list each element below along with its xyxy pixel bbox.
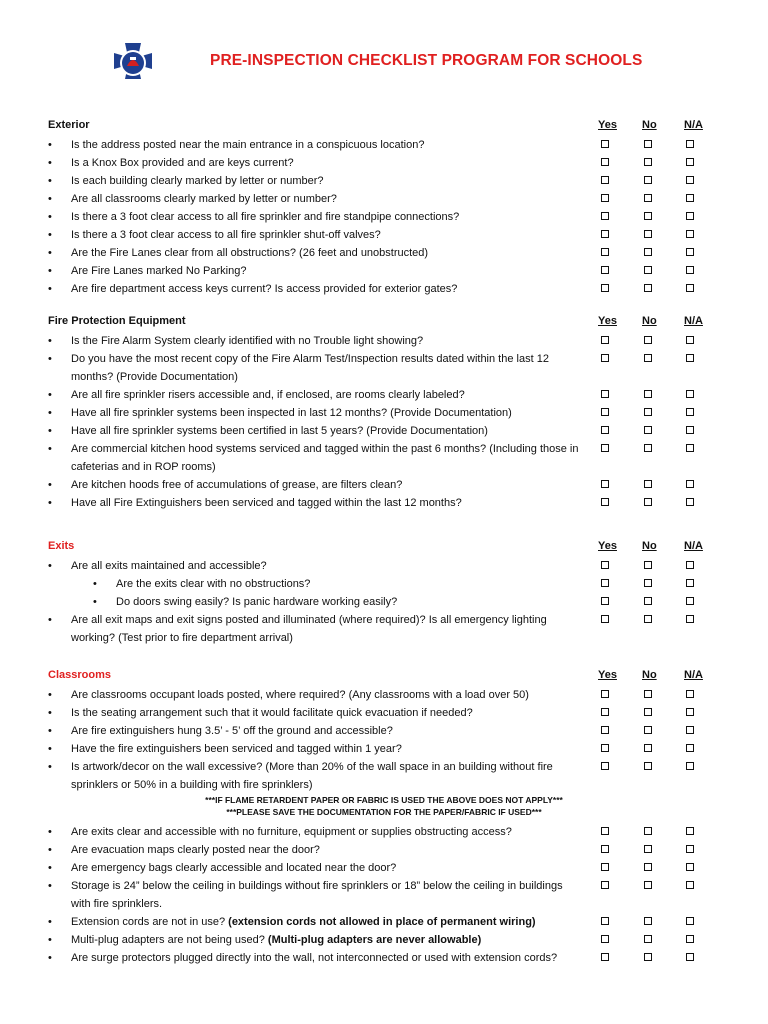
section-header [0,538,768,557]
list-item: • Multi-plug adapters are not being used? (Multi-plug adapters are never allowable) [0,931,768,949]
checkbox-na[interactable] [686,266,694,274]
list-item: • Are all exits maintained and accessible? [0,557,768,575]
page-title: PRE-INSPECTION CHECKLIST PROGRAM FOR SCHOOLS [210,52,643,69]
section-header [0,117,768,136]
checkbox-no[interactable] [644,248,652,256]
checkbox-no[interactable] [644,140,652,148]
checkbox-no[interactable] [644,408,652,416]
checkbox-no[interactable] [644,690,652,698]
checkbox-no[interactable] [644,845,652,853]
checkbox-no[interactable] [644,579,652,587]
list-item: • Have all Fire Extinguishers been serviced and tagged within the last 12 months? [0,494,768,512]
checkbox-no[interactable] [644,597,652,605]
checkbox-yes[interactable] [601,863,609,871]
checkbox-no[interactable] [644,726,652,734]
checkbox-no[interactable] [644,480,652,488]
section-exterior [0,117,768,298]
checkbox-yes[interactable] [601,917,609,925]
checkbox-yes[interactable] [601,762,609,770]
checkbox-no[interactable] [644,390,652,398]
checkbox-yes[interactable] [601,266,609,274]
section-exits [0,538,768,647]
col-yes: Yes [598,119,617,131]
checkbox-yes[interactable] [601,194,609,202]
checkbox-no[interactable] [644,354,652,362]
col-no: No [642,119,657,131]
checkbox-na[interactable] [686,212,694,220]
checkbox-na[interactable] [686,917,694,925]
list-item: • Are emergency bags clearly accessible and located near the door? [0,859,768,877]
col-no: No [642,315,657,327]
list-item: • Are fire department access keys current? Is access provided for exterior gates? [0,280,768,298]
list-item: • Are Fire Lanes marked No Parking? [0,262,768,280]
checkbox-na[interactable] [686,354,694,362]
checkbox-na[interactable] [686,579,694,587]
checkbox-yes[interactable] [601,881,609,889]
checkbox-yes[interactable] [601,726,609,734]
list-item: • Is a Knox Box provided and are keys current? [0,154,768,172]
section-title: Fire Protection Equipment [48,315,186,327]
checkbox-yes[interactable] [601,390,609,398]
list-item: • Are the Fire Lanes clear from all obstructions? (26 feet and unobstructed) [0,244,768,262]
list-item: • Are all fire sprinkler risers accessible and, if enclosed, are rooms clearly labeled? [0,386,768,404]
checkbox-na[interactable] [686,597,694,605]
col-na: N/A [684,315,703,327]
list-item: • Are all classrooms clearly marked by letter or number? [0,190,768,208]
list-item: • Is the seating arrangement such that it would facilitate quick evacuation if needed? [0,704,768,722]
checkbox-no[interactable] [644,708,652,716]
checkbox-no[interactable] [644,444,652,452]
checkbox-na[interactable] [686,845,694,853]
section-classrooms [0,667,768,967]
note-flame-retardant: ***IF FLAME RETARDENT PAPER OR FABRIC IS USED THE ABOVE DOES NOT APPLY*** [205,795,563,805]
checkbox-no[interactable] [644,615,652,623]
checkbox-na[interactable] [686,827,694,835]
col-yes: Yes [598,540,617,552]
section-title: Exits [48,540,75,552]
section-title: Classrooms [48,669,111,681]
checkbox-no[interactable] [644,762,652,770]
checkbox-na[interactable] [686,408,694,416]
col-na: N/A [684,540,703,552]
list-item: • Are kitchen hoods free of accumulations of grease, are filters clean? [0,476,768,494]
checkbox-na[interactable] [686,426,694,434]
checkbox-yes[interactable] [601,615,609,623]
checkbox-yes[interactable] [601,827,609,835]
checkbox-yes[interactable] [601,935,609,943]
checkbox-yes[interactable] [601,708,609,716]
checkbox-no[interactable] [644,827,652,835]
checkbox-yes[interactable] [601,212,609,220]
checkbox-yes[interactable] [601,426,609,434]
checkbox-yes[interactable] [601,284,609,292]
checkbox-na[interactable] [686,158,694,166]
checkbox-no[interactable] [644,176,652,184]
col-na: N/A [684,669,703,681]
list-item: • Is the Fire Alarm System clearly identified with no Trouble light showing? [0,332,768,350]
checkbox-yes[interactable] [601,579,609,587]
checkbox-yes[interactable] [601,845,609,853]
checkbox-na[interactable] [686,498,694,506]
checkbox-yes[interactable] [601,597,609,605]
list-item: • Are classrooms occupant loads posted, where required? (Any classrooms with a load over 50) [0,686,768,704]
checkbox-no[interactable] [644,935,652,943]
checkbox-no[interactable] [644,212,652,220]
checkbox-na[interactable] [686,935,694,943]
list-item: • Are exits clear and accessible with no furniture, equipment or supplies obstructing access? [0,823,768,841]
checkbox-no[interactable] [644,744,652,752]
checkbox-na[interactable] [686,336,694,344]
checkbox-yes[interactable] [601,336,609,344]
checkbox-yes[interactable] [601,444,609,452]
checkbox-na[interactable] [686,230,694,238]
list-item: • Is there a 3 foot clear access to all fire sprinkler shut-off valves? [0,226,768,244]
checkbox-no[interactable] [644,336,652,344]
checkbox-no[interactable] [644,863,652,871]
checkbox-na[interactable] [686,762,694,770]
col-na: N/A [684,119,703,131]
checkbox-na[interactable] [686,690,694,698]
checkbox-yes[interactable] [601,230,609,238]
checkbox-no[interactable] [644,498,652,506]
list-item: • Is artwork/decor on the wall excessive? (More than 20% of the wall space in an building without fire sprinklers or 50% in a building with fire sprinklers) [0,758,768,794]
list-item: • Are surge protectors plugged directly into the wall, not interconnected or used with extension cords? [0,949,768,967]
note-save-documentation: ***PLEASE SAVE THE DOCUMENTATION FOR THE PAPER/FABRIC IF USED*** [226,807,542,817]
checkbox-na[interactable] [686,744,694,752]
list-item: • Have all fire sprinkler systems been inspected in last 12 months? (Provide Documentation) [0,404,768,422]
checkbox-yes[interactable] [601,176,609,184]
checkbox-no[interactable] [644,266,652,274]
list-item: • Are fire extinguishers hung 3.5’ - 5’ off the ground and accessible? [0,722,768,740]
checkbox-yes[interactable] [601,953,609,961]
list-item: • Have the fire extinguishers been serviced and tagged within 1 year? [0,740,768,758]
checkbox-na[interactable] [686,140,694,148]
checkbox-no[interactable] [644,953,652,961]
list-item: • Storage is 24” below the ceiling in buildings without fire sprinklers or 18” below the ceiling in buildings with fire sprinklers. [0,877,768,913]
list-item: • Do doors swing easily? Is panic hardware working easily? [0,593,768,611]
section-header [0,667,768,686]
list-item: • Is each building clearly marked by letter or number? [0,172,768,190]
list-item: • Are all exit maps and exit signs posted and illuminated (where required)? Is all emergency lighting working? (Test prior to fire department arrival) [0,611,768,647]
checkbox-no[interactable] [644,158,652,166]
checkbox-no[interactable] [644,284,652,292]
checkbox-yes[interactable] [601,744,609,752]
fire-department-logo-icon [104,33,162,93]
checkbox-yes[interactable] [601,354,609,362]
checkbox-na[interactable] [686,615,694,623]
list-item: • Do you have the most recent copy of the Fire Alarm Test/Inspection results dated within the last 12 months? (Provide Documentation) [0,350,768,386]
list-item: • Are evacuation maps clearly posted near the door? [0,841,768,859]
checkbox-yes[interactable] [601,561,609,569]
checkbox-yes[interactable] [601,158,609,166]
list-item: • Have all fire sprinkler systems been certified in last 5 years? (Provide Documentation) [0,422,768,440]
checkbox-na[interactable] [686,194,694,202]
checkbox-no[interactable] [644,561,652,569]
checkbox-na[interactable] [686,863,694,871]
checkbox-na[interactable] [686,881,694,889]
section-title: Exterior [48,119,90,131]
section-fire-protection [0,313,768,512]
checkbox-yes[interactable] [601,690,609,698]
checkbox-yes[interactable] [601,140,609,148]
checkbox-na[interactable] [686,444,694,452]
col-yes: Yes [598,315,617,327]
checkbox-na[interactable] [686,284,694,292]
list-item: • Are commercial kitchen hood systems serviced and tagged within the past 6 months? (Including those in cafeterias and in ROP rooms) [0,440,768,476]
col-no: No [642,669,657,681]
checkbox-na[interactable] [686,248,694,256]
list-item: • Extension cords are not in use? (extension cords not allowed in place of permanent wiring) [0,913,768,931]
checkbox-na[interactable] [686,953,694,961]
checkbox-yes[interactable] [601,408,609,416]
checkbox-na[interactable] [686,390,694,398]
checkbox-na[interactable] [686,726,694,734]
checkbox-yes[interactable] [601,480,609,488]
checkbox-yes[interactable] [601,498,609,506]
checkbox-no[interactable] [644,426,652,434]
list-item: • Is the address posted near the main entrance in a conspicuous location? [0,136,768,154]
checkbox-na[interactable] [686,561,694,569]
col-no: No [642,540,657,552]
checkbox-yes[interactable] [601,248,609,256]
checkbox-no[interactable] [644,917,652,925]
list-item: • Is there a 3 foot clear access to all fire sprinkler and fire standpipe connections? [0,208,768,226]
checkbox-na[interactable] [686,480,694,488]
checkbox-no[interactable] [644,194,652,202]
checkbox-no[interactable] [644,881,652,889]
section-header [0,313,768,332]
col-yes: Yes [598,669,617,681]
checkbox-na[interactable] [686,176,694,184]
checkbox-na[interactable] [686,708,694,716]
checkbox-no[interactable] [644,230,652,238]
list-item: • Are the exits clear with no obstructions? [0,575,768,593]
